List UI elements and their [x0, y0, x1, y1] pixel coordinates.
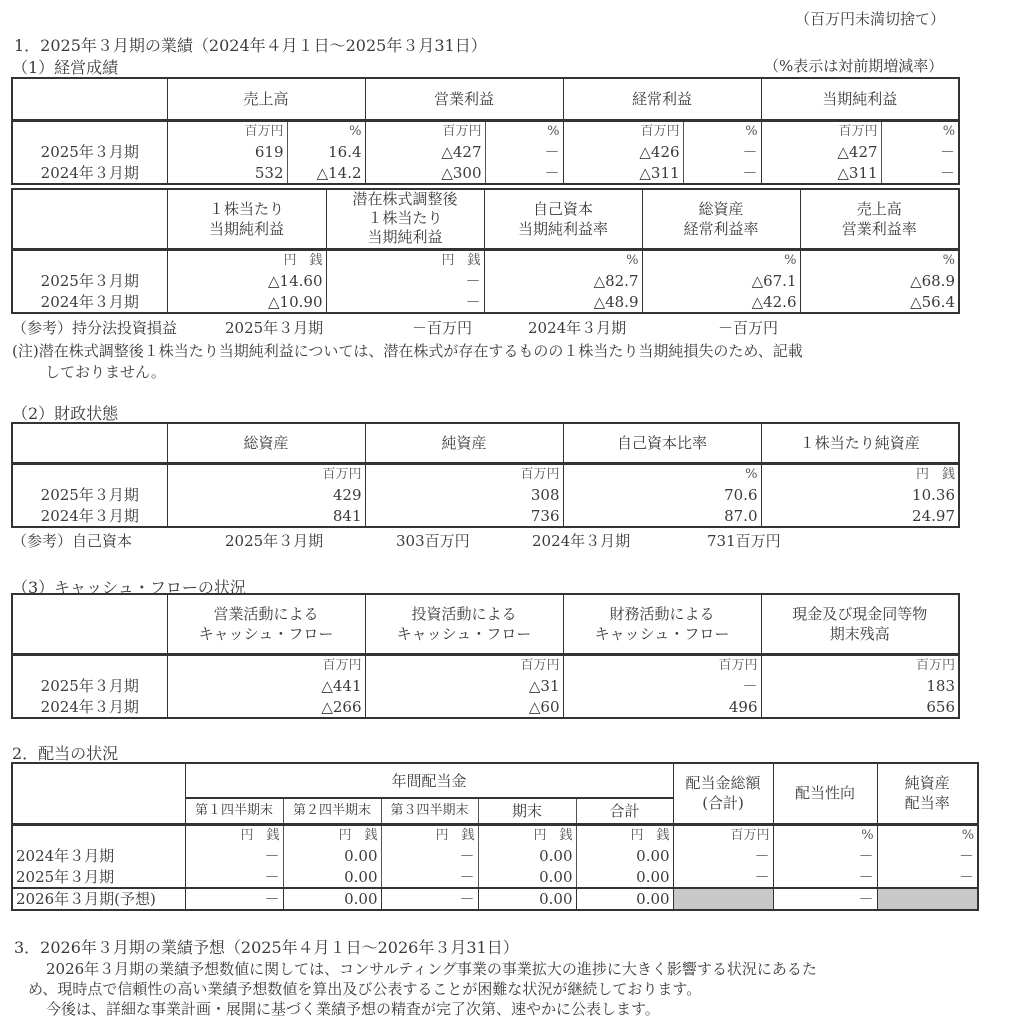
cell: 0.00 — [576, 867, 673, 888]
header-doe: 純資産 配当率 — [877, 763, 978, 824]
unit: 円 銭 — [478, 824, 576, 846]
cell: － — [683, 142, 761, 163]
cell: 429 — [167, 485, 365, 506]
row-label: 2024年３月期 — [12, 292, 167, 313]
cell: △60 — [365, 697, 563, 718]
table-row — [12, 485, 959, 506]
cell: △311 — [761, 163, 881, 184]
row-label: 2025年３月期 — [12, 676, 167, 697]
cell: 87.0 — [563, 506, 761, 527]
cell: 656 — [926, 697, 955, 716]
cell: － — [940, 143, 956, 161]
cell: － — [381, 846, 478, 867]
cell: 619 — [167, 142, 287, 163]
header-cash-balance: 現金及び現金同等物 期末残高 — [761, 594, 959, 654]
unit: 百万円 — [563, 654, 761, 676]
cell: － — [185, 867, 283, 888]
row-label: 2025年３月期 — [12, 142, 167, 163]
cell-shaded — [877, 888, 978, 910]
header-total-dividend: 配当金総額 (合計) — [673, 763, 773, 824]
equity-label: （参考）自己資本 — [12, 532, 133, 550]
cell: 183 — [926, 677, 955, 695]
header-eps: １株当たり 当期純利益 — [167, 189, 326, 249]
header-year-end: 期末 — [478, 798, 576, 824]
section1-title: 1．2025年３月期の業績（2024年４月１日～2025年３月31日） — [14, 36, 487, 55]
footnote: (注)潜在株式調整後１株当たり当期純利益については、潜在株式が存在するものの１株当たり当期純損失のため、記載 — [12, 342, 803, 360]
cell: △311 — [563, 163, 683, 184]
equity-value1: 303百万円 — [396, 532, 470, 550]
section2-title: 2．配当の状況 — [12, 744, 119, 763]
header-q1: 第１四半期末 — [185, 798, 283, 824]
unit: % — [642, 249, 800, 271]
cell: － — [381, 888, 478, 910]
header-financing-cf: 財務活動による キャッシュ・フロー — [563, 594, 761, 654]
cell: － — [959, 847, 975, 865]
header-total: 合計 — [576, 798, 673, 824]
footnote-cont: しておりません。 — [45, 363, 166, 381]
equity-method-value2: －百万円 — [718, 319, 779, 337]
row-label: 2024年３月期 — [12, 506, 167, 527]
unit: 百万円 — [673, 824, 773, 846]
unit: 百万円 — [167, 654, 365, 676]
row-label: 2024年３月期 — [12, 846, 185, 867]
cell: 0.00 — [283, 846, 381, 867]
cell: △67.1 — [642, 271, 800, 292]
cell: △48.9 — [484, 292, 642, 313]
equity-method-period2: 2024年３月期 — [528, 319, 627, 337]
cell: △14.2 — [287, 163, 365, 184]
forecast-paragraph-2: 今後は、詳細な事業計画・展開に基づく業績予想の精査が完了次第、速やかに公表します。 — [46, 1000, 660, 1018]
header-annual-dividend: 年間配当金 — [185, 763, 673, 798]
unit: 円 銭 — [576, 824, 673, 846]
unit: % — [287, 120, 365, 142]
header-total-assets: 総資産 — [167, 423, 365, 463]
header-sales: 売上高 — [167, 78, 365, 120]
cell: － — [185, 888, 283, 910]
cell: － — [485, 142, 563, 163]
percent-note: （%表示は対前期増減率） — [764, 57, 944, 75]
unit: 百万円 — [365, 463, 563, 485]
cell: － — [185, 846, 283, 867]
cell: － — [563, 676, 761, 697]
header-equity-ratio: 自己資本比率 — [563, 423, 761, 463]
cell: － — [326, 292, 484, 313]
cell: 496 — [563, 697, 761, 718]
table-row — [12, 271, 959, 292]
header-investing-cf: 投資活動による キャッシュ・フロー — [365, 594, 563, 654]
cell: 841 — [167, 506, 365, 527]
cell: △266 — [167, 697, 365, 718]
table-row — [12, 292, 959, 313]
header-operating-cf: 営業活動による キャッシュ・フロー — [167, 594, 365, 654]
cell: － — [381, 867, 478, 888]
table-row — [12, 506, 959, 527]
cell: 532 — [167, 163, 287, 184]
unit: % — [484, 249, 642, 271]
header-bps: １株当たり純資産 — [761, 423, 959, 463]
header-ordinary-income: 経常利益 — [563, 78, 761, 120]
cell: △427 — [365, 142, 485, 163]
cell: △300 — [365, 163, 485, 184]
operating-results-table — [11, 77, 960, 185]
cell: － — [683, 163, 761, 184]
unit: 百万円 — [563, 120, 683, 142]
cell: △31 — [365, 676, 563, 697]
table-row — [12, 676, 959, 697]
header-operating-margin: 売上高 営業利益率 — [800, 189, 959, 249]
unit: 百万円 — [915, 657, 955, 673]
cell: △14.60 — [167, 271, 326, 292]
cell: △56.4 — [910, 292, 955, 311]
cell: 0.00 — [283, 867, 381, 888]
unit: % — [563, 463, 761, 485]
cell: 0.00 — [283, 888, 381, 910]
cell: － — [940, 163, 956, 182]
equity-method-period1: 2025年３月期 — [225, 319, 324, 337]
cell: △427 — [761, 142, 881, 163]
header-net-assets: 純資産 — [365, 423, 563, 463]
cash-flow-table — [11, 593, 960, 719]
header-q3: 第３四半期末 — [381, 798, 478, 824]
table-row — [12, 163, 959, 184]
header-roe: 自己資本 当期純利益率 — [484, 189, 642, 249]
cell: － — [773, 846, 877, 867]
cell: 0.00 — [478, 888, 576, 910]
unit: 百万円 — [761, 120, 881, 142]
header-roa: 総資産 経常利益率 — [642, 189, 800, 249]
cell: － — [485, 163, 563, 184]
unit: % — [942, 123, 956, 139]
table-row — [12, 697, 959, 718]
equity-value2: 731百万円 — [707, 532, 781, 550]
cell: △426 — [563, 142, 683, 163]
cell: 24.97 — [912, 506, 955, 525]
equity-period1: 2025年３月期 — [225, 532, 324, 550]
cell: △68.9 — [910, 272, 955, 290]
dividends-table — [11, 762, 979, 911]
cell: △82.7 — [484, 271, 642, 292]
unit: 円 銭 — [167, 249, 326, 271]
cell: － — [773, 867, 877, 888]
cell: 0.00 — [478, 846, 576, 867]
cell: － — [773, 888, 877, 910]
sub2-title: （2）財政状態 — [12, 404, 119, 423]
unit: 百万円 — [167, 120, 287, 142]
cell: 0.00 — [478, 867, 576, 888]
header-payout-ratio: 配当性向 — [773, 763, 877, 824]
row-label: 2025年３月期 — [12, 867, 185, 888]
cell: △441 — [167, 676, 365, 697]
unit: 円 銭 — [326, 249, 484, 271]
unit: 円 銭 — [915, 466, 955, 482]
unit: 百万円 — [365, 654, 563, 676]
cell: － — [673, 846, 773, 867]
financial-position-table — [11, 422, 960, 528]
unit: % — [961, 827, 975, 843]
unit: % — [942, 252, 955, 268]
cell: 0.00 — [576, 888, 673, 910]
row-label: 2025年３月期 — [12, 485, 167, 506]
cell: △42.6 — [642, 292, 800, 313]
equity-period2: 2024年３月期 — [532, 532, 631, 550]
cell: － — [673, 867, 773, 888]
header-operating-income: 営業利益 — [365, 78, 563, 120]
cell: 70.6 — [563, 485, 761, 506]
forecast-row — [12, 888, 978, 910]
unit: 円 銭 — [283, 824, 381, 846]
equity-method-value1: －百万円 — [412, 319, 473, 337]
cell: － — [326, 271, 484, 292]
section3-title: 3．2026年３月期の業績予想（2025年４月１日～2026年３月31日） — [14, 938, 519, 957]
header-diluted-eps: 潜在株式調整後 １株当たり 当期純利益 — [326, 189, 484, 249]
cell: 736 — [365, 506, 563, 527]
table-row — [12, 142, 959, 163]
row-label: 2024年３月期 — [12, 697, 167, 718]
row-label: 2024年３月期 — [12, 163, 167, 184]
row-label: 2025年３月期 — [12, 271, 167, 292]
row-label: 2026年３月期(予想) — [12, 888, 185, 910]
unit: 円 銭 — [381, 824, 478, 846]
cell: 16.4 — [287, 142, 365, 163]
cell-shaded — [673, 888, 773, 910]
equity-method-label: （参考）持分法投資損益 — [12, 319, 178, 337]
unit: % — [485, 120, 563, 142]
unit: 百万円 — [167, 463, 365, 485]
table-row — [12, 867, 978, 888]
per-share-table — [11, 188, 960, 314]
sub1-title: （1）経営成績 — [12, 58, 119, 77]
header-q2: 第２四半期末 — [283, 798, 381, 824]
unit: % — [683, 120, 761, 142]
header-blank — [12, 78, 167, 120]
unit: 円 銭 — [185, 824, 283, 846]
rounding-note: （百万円未満切捨て） — [795, 10, 946, 28]
header-net-income: 当期純利益 — [761, 78, 959, 120]
cell: 10.36 — [912, 486, 955, 504]
cell: 308 — [365, 485, 563, 506]
table-row — [12, 846, 978, 867]
unit: % — [773, 824, 877, 846]
forecast-paragraph-1-cont: め、現時点で信頼性の高い業績予想数値を算出及び公表することが困難な状況が継続しております。 — [28, 980, 702, 998]
cell: △10.90 — [167, 292, 326, 313]
unit: 百万円 — [365, 120, 485, 142]
sub3-title: （3）キャッシュ・フローの状況 — [12, 578, 246, 597]
forecast-paragraph-1: 2026年３月期の業績予想数値に関しては、コンサルティング事業の事業拡大の進捗に大きく影響する状況にあるた — [46, 960, 817, 978]
cell: 0.00 — [576, 846, 673, 867]
cell: － — [959, 867, 975, 886]
